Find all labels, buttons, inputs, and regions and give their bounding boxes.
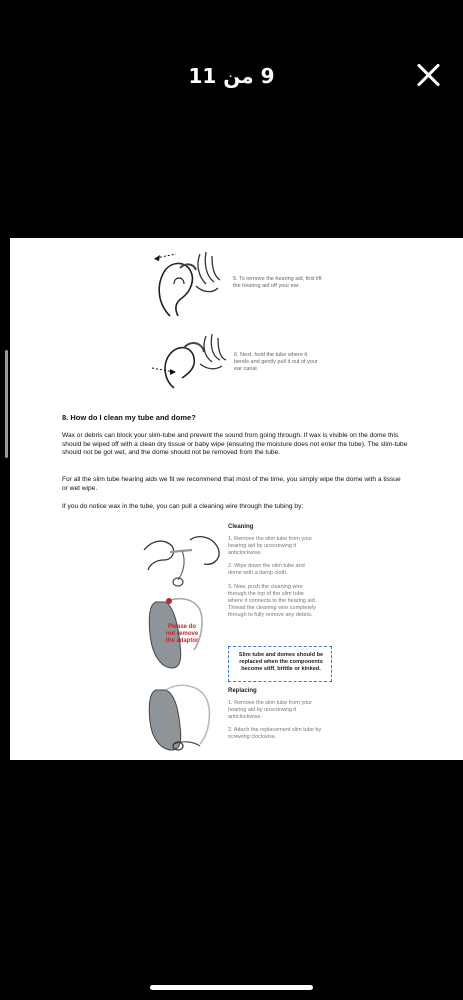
step-6-note: 6. Next, hold the tube where it bends and gently pull it out of your ear canal. <box>234 352 318 372</box>
document-page <box>10 238 463 760</box>
recommendation-paragraph: For all the slim tube hearing aids we fit we recommend that most of the time, you simply wipe the dome with a tissue or wet wipe. <box>62 476 401 492</box>
cleaning-title: Cleaning <box>228 524 254 530</box>
viewer-top-bar <box>0 0 463 238</box>
cleaning-step-2: 2. Wipe down the slim tube and dome with a damp cloth. <box>228 563 305 576</box>
replacing-step-2: 2. Attach the replacement slim tube by screwing clockwise. <box>228 727 322 740</box>
adaptor-warning: Please do not remove the adaptor <box>165 624 199 644</box>
cleaning-step-3: 3. Now, push the cleaning wire through the top of the slim tube where it connects to the hearing aid. Thread the cleaning wire completely through to fully remove any debris. <box>228 584 317 618</box>
section-heading: 8. How do I clean my tube and dome? <box>62 413 196 422</box>
cleaning-wire-paragraph: If you do notice wax in the tube, you can pull a cleaning wire through the tubing by: <box>62 503 304 510</box>
replacing-title: Replacing <box>228 688 257 694</box>
close-icon[interactable] <box>415 62 441 88</box>
scroll-indicator[interactable] <box>5 350 8 458</box>
tube-removal-illustration <box>150 330 230 390</box>
cleaning-step-1: 1. Remove the slim tube from your hearing aid by unscrewing it anticlockwise. <box>228 536 313 556</box>
home-indicator[interactable] <box>150 985 313 990</box>
replacement-notice <box>228 646 332 682</box>
step-5-note: 5. To remove the hearing aid, first lift the hearing aid off your ear. <box>233 276 322 289</box>
replacement-notice-text: Slim tube and domes should be replaced when the components become stiff, brittle or kinked. <box>238 652 324 672</box>
intro-paragraph: Wax or debris can block your slim-tube and prevent the sound from going through. If wax is visible on the dome this should be wiped off with a clean dry tissue or baby wipe (ensuring the moisture does not enter the tube). The slim-tube should not be got wet, and the dome should not be removed from the tube. <box>62 432 408 456</box>
replacing-step-1: 1. Remove the slim tube from your hearing aid by unscrewing it anticlockwise. <box>228 700 313 720</box>
ear-lift-illustration <box>150 246 230 326</box>
cleaning-wire-illustration <box>142 530 222 590</box>
page-counter: 9 من 11 <box>188 64 275 88</box>
slim-tube-replacement-illustration <box>144 680 224 760</box>
